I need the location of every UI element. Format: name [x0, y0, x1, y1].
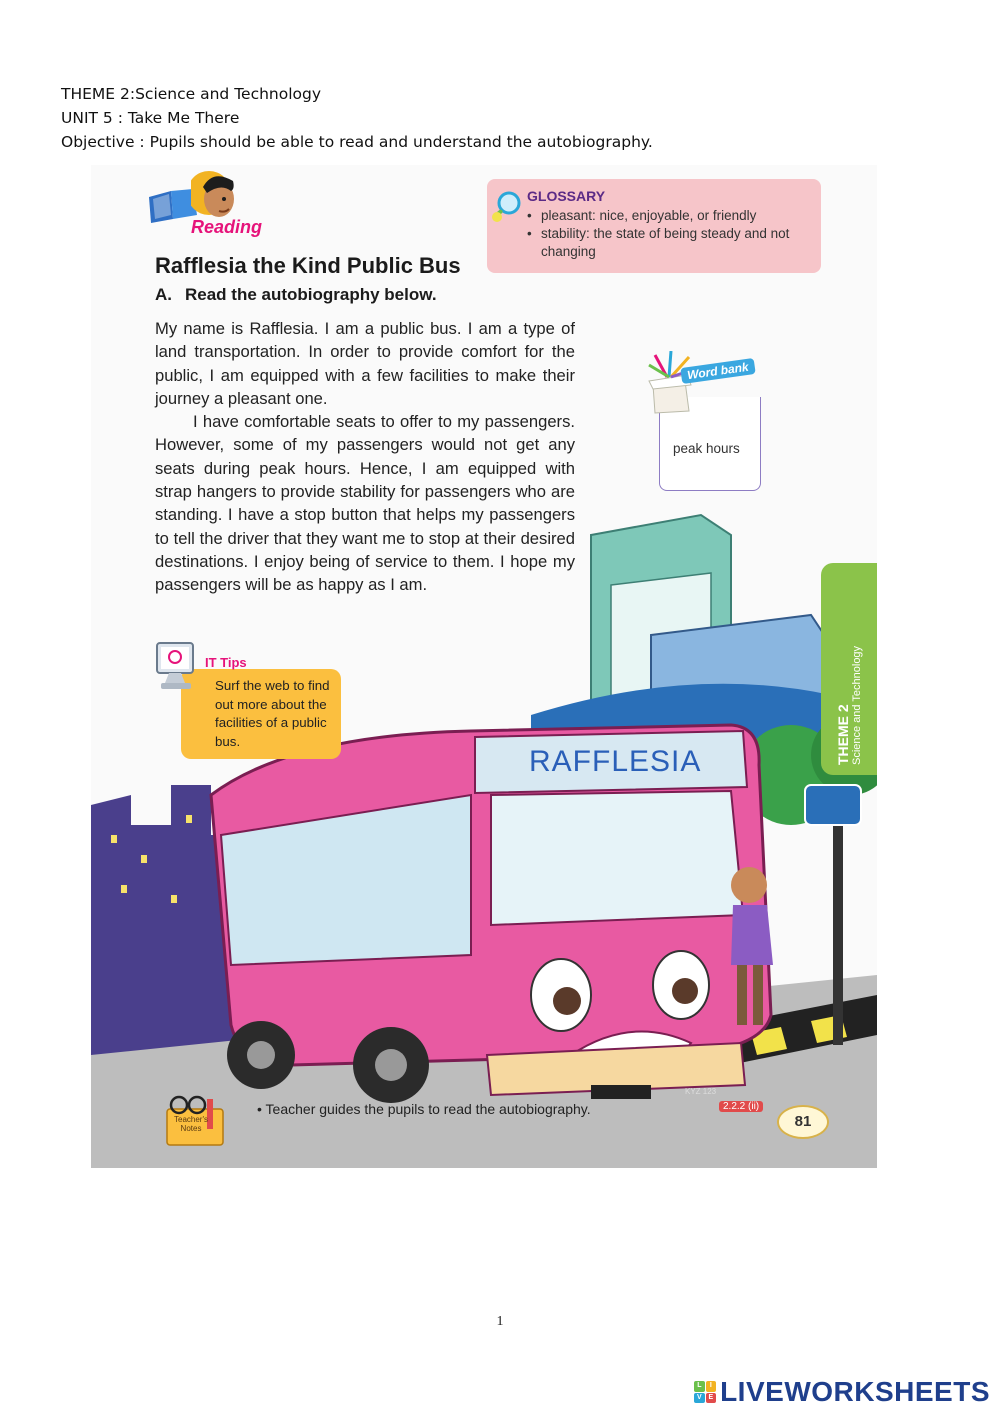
theme-line: THEME 2:Science and Technology	[61, 85, 322, 103]
boy-reading-icon	[191, 169, 241, 223]
teacher-note: • Teacher guides the pupils to read the autobiography.	[257, 1101, 591, 1117]
word-bank-label: Word bank	[680, 358, 755, 384]
logo-letter: L	[694, 1381, 705, 1392]
theme-tab-title: THEME 2	[835, 704, 851, 765]
teacher-note-text: Teacher guides the pupils to read the autobiography.	[265, 1101, 591, 1117]
unit-line: UNIT 5 : Take Me There	[61, 109, 240, 127]
gift-box-icon	[645, 351, 699, 415]
passage-title: Rafflesia the Kind Public Bus	[155, 253, 461, 278]
brand-logo-icon	[694, 1381, 716, 1403]
license-plate: KYZ 123	[685, 1087, 717, 1096]
word-bank-word: peak hours	[673, 441, 740, 456]
worksheet-page-number: 1	[496, 1314, 504, 1329]
glossary-item: • pleasant: nice, enjoyable, or friendly	[527, 207, 817, 225]
curriculum-code: 2.2.2 (ii)	[719, 1101, 763, 1112]
textbook-page-number: 81	[777, 1105, 829, 1139]
instruction-text: Read the autobiography below.	[185, 285, 437, 304]
monitor-icon	[151, 639, 205, 697]
worksheet-header	[61, 82, 653, 154]
section-label: Reading	[191, 217, 263, 237]
teachers-notes-label: Teacher's Notes	[174, 1115, 208, 1133]
theme-tab-subtitle: Science and Technology	[851, 645, 863, 765]
brand-name: LIVEWORKSHEETS	[720, 1376, 990, 1407]
textbook-page	[91, 165, 877, 1168]
glossary-item: • stability: the state of being steady and not changing	[527, 225, 817, 261]
logo-letter: I	[706, 1381, 717, 1392]
passage-paragraph: I have comfortable seats to offer to my passengers. However, some of my passengers would not get any seats during peak hours. Hence, I am equipped with strap hangers to provide stability for passengers who are standing. I have a stop button that helps my passengers to tell the driver that they want me to stop at their desired destinations. I enjoy being of service to them. I hope my passengers will be as happy as I am.	[155, 412, 575, 595]
it-tips-text: Surf the web to find out more about the facilities of a public bus.	[215, 678, 330, 749]
magnifier-icon	[489, 187, 529, 227]
bus-stop-illustration	[91, 495, 877, 1168]
passage-paragraph: My name is Rafflesia. I am a public bus. I am a type of land transportation. In order to provide comfort for the public, I am equipped with a few facilities to make their journey a pleasant one.	[155, 319, 575, 408]
glossary-title: GLOSSARY	[527, 188, 606, 204]
it-tips-title: IT Tips	[205, 655, 247, 670]
instruction-letter: A.	[155, 285, 172, 304]
logo-letter: V	[694, 1393, 705, 1404]
instruction	[155, 285, 437, 305]
objective-line: Objective : Pupils should be able to read and understand the autobiography.	[61, 133, 653, 151]
logo-letter: E	[706, 1393, 717, 1404]
bus-destination-sign: RAFFLESIA	[529, 745, 702, 778]
theme-side-tab-text	[835, 565, 875, 765]
glossary-list	[527, 207, 817, 261]
liveworksheets-logo	[694, 1376, 990, 1408]
